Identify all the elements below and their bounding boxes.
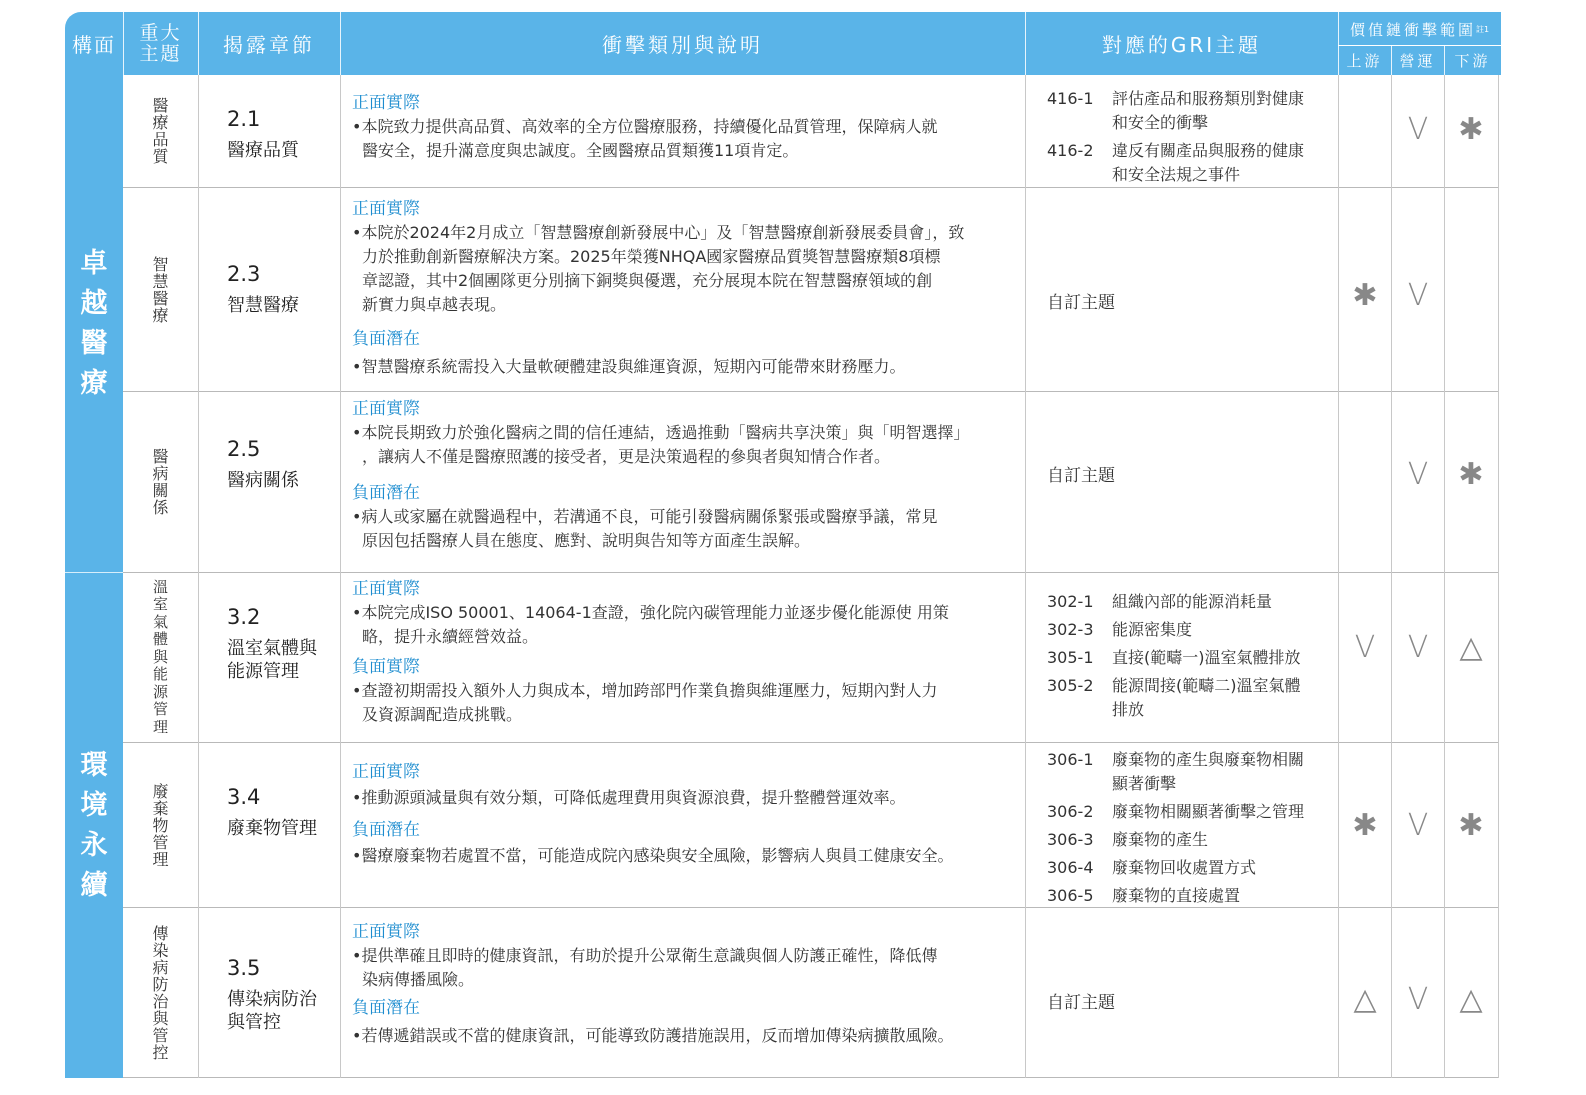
category-sustainability: 環 境 永 續: [65, 573, 123, 1078]
header-upstream: 上游: [1346, 52, 1383, 70]
impact-cell: 正面實際 •本院長期致力於強化醫病之間的信任連結，透過推動「醫病共享決策」與「明智選擇」 ，讓病人不僅是醫療照護的接受者，更是決策過程的參與者與知情合作者。 負面潛在 •病人或家屬在就醫過程中，若溝通不良，可能引發醫病關係緊張或醫療爭議，常見 原因包括醫療人員在態度、應對、說明與告知等方面產生誤解。: [352, 399, 970, 550]
topic-cell: 智 慧 醫 療: [152, 254, 169, 325]
mark-downstream: ✱: [1458, 112, 1484, 147]
section-cell: 2.5 醫病關係: [227, 437, 299, 491]
mark-operation: V: [1407, 808, 1429, 843]
topic-cell: 廢 棄 物 管 理: [152, 781, 169, 869]
gri-cell: 306-1 廢棄物的產生與廢棄物相關 顯著衝擊 306-2 廢棄物相關顯著衝擊之管理 306-3 廢棄物的產生 306-4 廢棄物回收處置方式 306-5 廢棄物的直接處置: [1047, 750, 1305, 905]
gri-cell: 自訂主題: [1047, 993, 1115, 1013]
section-cell: 2.3 智慧醫療: [227, 262, 299, 316]
impact-cell: 正面實際 •本院致力提供高品質、高效率的全方位醫療服務，持續優化品質管理，保障病人就 醫安全，提升滿意度與忠誠度。全國醫療品質類獲11項肯定。: [352, 93, 938, 160]
header-topic: 重大主題: [139, 21, 182, 65]
mark-downstream: △: [1459, 982, 1483, 1017]
header-section: 揭露章節: [223, 33, 315, 57]
category-excellence: 卓 越 醫 療: [65, 75, 123, 572]
section-cell: 3.2 溫室氣體與 能源管理: [227, 605, 317, 682]
impact-cell: 正面實際 •推動源頭減量與有效分類，可降低處理費用與資源浪費，提升整體營運效率。 負面潛在 •醫療廢棄物若處置不當，可能造成院內感染與安全風險，影響病人與員工健康安全。: [352, 762, 954, 865]
gri-cell: 416-1 評估產品和服務類別對健康 和安全的衝擊 416-2 違反有關產品與服務的健康 和安全法規之事件: [1047, 89, 1305, 184]
impact-cell: 正面實際 •提供準確且即時的健康資訊，有助於提升公眾衛生意識與個人防護正確性，降低傳 染病傳播風險。 負面潛在 •若傳遞錯誤或不當的健康資訊，可能導致防護措施誤用，反而增加傳染病擴散風險。: [352, 922, 954, 1045]
table-header: [65, 12, 1501, 75]
header-value-chain: 價值鏈衝擊範圍 註1: [1349, 20, 1490, 39]
topic-cell: 醫 病 關 係: [152, 447, 169, 517]
mark-upstream: ✱: [1352, 808, 1378, 843]
section-cell: 2.1 醫療品質: [227, 107, 299, 161]
topic-cell: 傳 染 病 防 治 與 管 控: [152, 923, 169, 1062]
topic-cell: 溫 室 氣 體 與 能 源 管 理: [152, 577, 168, 736]
mark-operation: V: [1407, 630, 1429, 665]
gri-cell: 自訂主題: [1047, 293, 1115, 313]
impact-cell: 正面實際 •本院於2024年2月成立「智慧醫療創新發展中心」及「智慧醫療創新發展委員會」，致 力於推動創新醫療解決方案。2025年榮獲NHQA國家醫療品質獎智慧醫療類8項標 章認證，其中2個團隊更分別摘下銅獎與優選，充分展現本院在智慧醫療領域的創 新實力與卓越表現。 負面潛在 •智慧醫療系統需投入大量軟硬體建設與維運資源，短期內可能帶來財務壓力。: [352, 199, 965, 376]
gri-cell: 302-1 組織內部的能源消耗量 302-3 能源密集度 305-1 直接(範疇一)溫室氣體排放 305-2 能源間接(範疇二)溫室氣體 排放: [1047, 592, 1301, 719]
mark-downstream: △: [1459, 630, 1483, 665]
impact-cell: 正面實際 •本院完成ISO 50001、14064-1查證，強化院內碳管理能力並逐步優化能源使 用策 略，提升永續經營效益。 負面實際 •查證初期需投入額外人力與成本，增加跨部門作業負擔與維運壓力，短期內對人力 及資源調配造成挑戰。: [352, 579, 949, 724]
mark-downstream: ✱: [1458, 808, 1484, 843]
header-downstream: 下游: [1454, 52, 1491, 70]
header-impact: 衝擊類別與說明: [602, 33, 763, 57]
section-cell: 3.4 廢棄物管理: [227, 785, 317, 839]
mark-operation: V: [1407, 278, 1429, 313]
mark-operation: V: [1407, 457, 1429, 492]
gri-cell: 自訂主題: [1047, 466, 1115, 486]
mark-downstream: ✱: [1458, 457, 1484, 492]
header-gri: 對應的GRI主題: [1101, 33, 1262, 57]
mark-upstream: ✱: [1352, 278, 1378, 313]
mark-upstream: V: [1354, 630, 1376, 665]
section-cell: 3.5 傳染病防治 與管控: [227, 956, 317, 1033]
topic-cell: 醫 療 品 質: [152, 96, 169, 166]
mark-upstream: △: [1353, 982, 1377, 1017]
header-operation: 營運: [1399, 52, 1436, 70]
mark-operation: V: [1407, 982, 1429, 1017]
mark-operation: V: [1407, 112, 1429, 147]
header-facet: 構面: [72, 33, 116, 57]
